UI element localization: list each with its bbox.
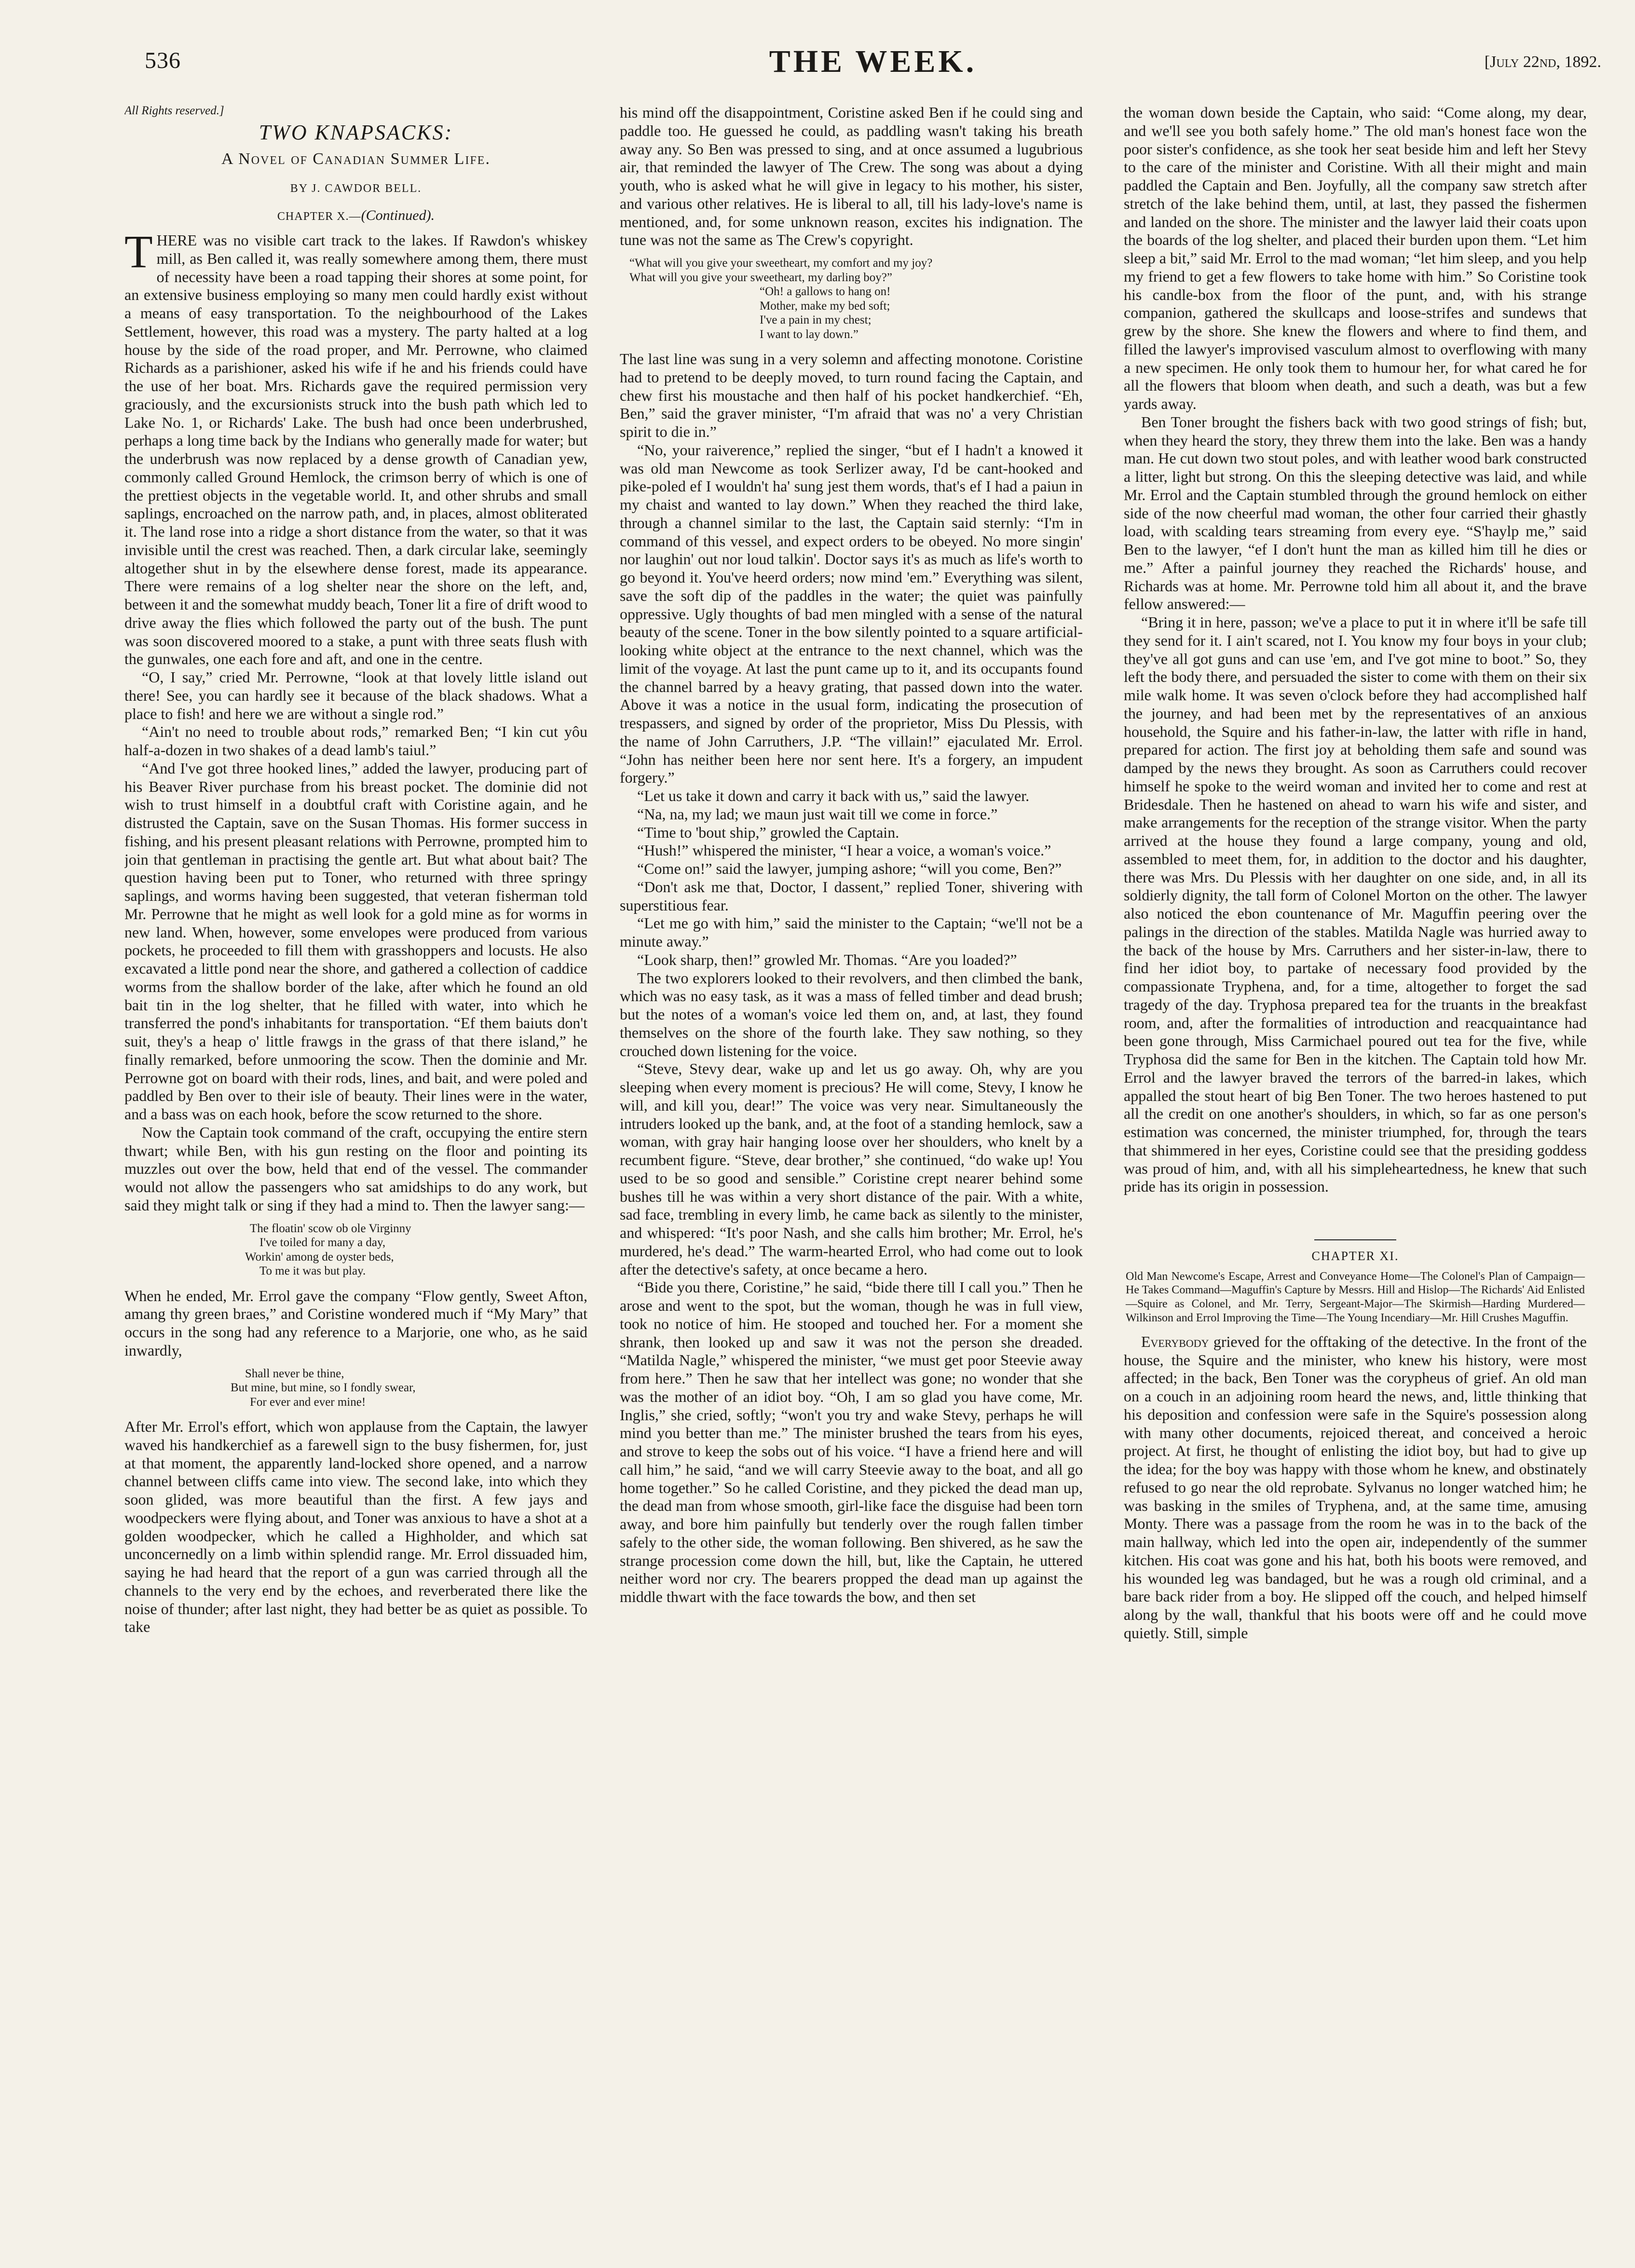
journal-title: THE WEEK. xyxy=(769,44,977,79)
verse-line: I want to lay down.” xyxy=(760,327,858,341)
chapter-label: CHAPTER X.— xyxy=(277,210,361,223)
verse-block xyxy=(620,256,1083,341)
paragraph: “Time to 'bout ship,” growled the Captain. xyxy=(637,823,899,841)
paragraph: “Don't ask me that, Doctor, I dassent,” replied Toner, shivering with superstitious fear. xyxy=(620,878,1083,914)
column-1 xyxy=(124,104,587,2245)
verse-line: To me it was but play. xyxy=(259,1264,366,1278)
paragraph: “Come on!” said the lawyer, jumping ashore; “will you come, Ben?” xyxy=(637,860,1062,877)
drop-cap: T xyxy=(124,226,153,278)
paragraph: “Let me go with him,” said the minister to the Captain; “we'll not be a minute away.” xyxy=(620,914,1083,950)
verse-line: What will you give your sweetheart, my darling boy?” xyxy=(629,271,892,284)
paragraph: The two explorers looked to their revolvers, and then climbed the bank, which was no easy task, as it was a mass of felled timber and dead brush; but the notes of a woman's voice led them on, and, at last, they found themselves on the shore of the fourth lake. They saw nothing, so they crouched down listening for the voice. xyxy=(620,969,1083,1059)
chapter-xi-heading: CHAPTER XI. xyxy=(1311,1249,1399,1263)
paragraph: “No, your raiverence,” replied the singer, “but ef I hadn't a knowed it was old man Newcome as took Serlizer away, I'd be cant-hooked and pike-poled ef I wouldn't ha' sung jest them words, that's ef I had a paiun in my chaist and wanted to lay down.” When they reached the third lake, through a channel similar to the last, the Captain said sternly: “I'm in command of this vessel, and expect orders to be obeyed. No more singin' nor laughin' out nor loud talkin'. Doctor says it's as much as life's worth to go beyond it. You've heerd orders; now mind 'em.” Everything was silent, save the soft dip of the paddles in the water; the quiet was painfully oppressive. Ugly thoughts of bad men mingled with a sense of the natural beauty of the scene. Toner in the bow silently pointed to a square artificial-looking white object at the entrance to the next channel, which was the limit of the voyage. At last the punt came up to it, and its occupants found the channel barred by a heavy grating, that passed down into the water. Above it was a notice in the usual form, indicating the prosecution of trespassers, and signed by order of the proprietor, Miss Du Plessis, with the name of John Carruthers, J.P. “The villain!” ejaculated Mr. Errol. “John has neither been here nor sent here. It's a forgery, an impudent forgery.” xyxy=(620,441,1083,787)
verse-line: Mother, make my bed soft; xyxy=(760,299,890,312)
paragraph: After Mr. Errol's effort, which won applause from the Captain, the lawyer waved his handkerchief as a farewell sign to the busy fishermen, for, just at that moment, the apparently land-locked shore opened, and a narrow channel between cliffs came into view. The second lake, into which they soon glided, was more beautiful than the first. A few jays and woodpeckers were flying about, and Toner was anxious to have a shot at a golden woodpecker, which he called a Highholder, and which sat unconcernedly on a limb within splendid range. Mr. Errol dissuaded him, saying he had heard that the report of a gun was carried through all the channels to the very end by the echoes, and reverberated there like the noise of thunder; after last night, they had better be as quiet as possible. To take xyxy=(124,1418,587,1636)
paragraph: “And I've got three hooked lines,” added the lawyer, producing part of his Beaver River purchase from his breast pocket. The dominie did not wish to trust himself in a doubtful craft with Coristine again, and he distrusted the Captain, save on the Susan Thomas. His former success in fishing, and his present pleasant relations with Perrowne, prompted him to join that gentleman in practising the gentle art. But what about bait? The question having been put to Toner, who returned with three springy saplings, and worms having been suggested, that veteran fisherman told Mr. Perrowne that he might as well look for a gold mine as for worms in new land. When, however, some envelopes were produced from various pockets, he proceeded to fill them with grasshoppers and locusts. He also excavated a little pond near the shore, and gathered a collection of caddice worms from the shallow border of the lake, after which he found an old bait tin in the log shelter, that he filled with water, into which he transferred the pond's inhabitants for transportation. “Ef them baiuts don't suit, they's a heap o' little frawgs in the grass of that there island,” he finally remarked, before unmooring the scow. Then the dominie and Mr. Perrowne got on board with their rods, lines, and bait, and were poled and paddled by Ben over to their isle of beauty. Their lines were in the water, and a bass was on each hook, before the scow returned to the shore. xyxy=(124,759,587,1123)
paragraph: Now the Captain took command of the craft, occupying the entire stern thwart; while Ben, with his gun resting on the floor and pointing its muzzles out over the bow, held that end of the vessel. The commander would not allow the passengers who sat amidships to do any work, but said they might talk or sing if they had a mind to. Then the lawyer sang:— xyxy=(124,1123,587,1214)
paragraph: “Let us take it down and carry it back with us,” said the lawyer. xyxy=(637,787,1030,804)
page-number: 536 xyxy=(145,48,181,73)
verse-line: The floatin' scow ob ole Virginny xyxy=(250,1222,411,1235)
chapter-divider xyxy=(1314,1239,1396,1240)
rights-notice: All Rights reserved.] xyxy=(124,104,224,117)
masthead xyxy=(145,44,1601,86)
paragraph: Ben Toner brought the fishers back with two good strings of fish; but, when they heard the story, they threw them into the lake. Ben was a handy man. He cut down two stout poles, and with leather wood bark constructed a litter, light but strong. On this the sleeping detective was laid, and while Mr. Errol and the Captain stumbled through the ground hemlock on either side of the now cheerful mad woman, the other four carried their ghastly load, with scalding tears streaming from every eye. “S'haylp me,” said Ben to the lawyer, “ef I don't hunt the man as killed him till he dies or me.” After a painful journey they reached the Richards' house, and Richards was at home. Mr. Perrowne told him all about it, and the brave fellow answered:— xyxy=(1124,413,1587,613)
paragraph: “Ain't no need to trouble about rods,” remarked Ben; “I kin cut yôu half-a-dozen in two shakes of a dead lamb's taiul.” xyxy=(124,723,587,759)
paragraph: “Look sharp, then!” growled Mr. Thomas. “Are you loaded?” xyxy=(637,951,1017,968)
chapter-xi-synopsis: Old Man Newcome's Escape, Arrest and Conveyance Home—The Colonel's Plan of Campaign—He Takes Command—Maguffin's Capture by Messrs. Hill and Hislop—The Richards' Aid Enlisted—Squire as Colonel, and Mr. Terry, Sergeant-Major—The Skirmish—Harding Murdered—Wilkinson and Errol Improving the Time—The Young Incendiary—Mr. Hill Crushes Maguffin. xyxy=(1126,1270,1585,1325)
chapter-continued: (Continued). xyxy=(361,207,435,223)
paragraph: “Hush!” whispered the minister, “I hear a voice, a woman's voice.” xyxy=(637,842,1051,859)
paragraph: his mind off the disappointment, Coristine asked Ben if he could sing and paddle too. He guessed he could, as paddling wasn't taking his breath away any. So Ben was pressed to sing, and at once assumed a lugubrious air, that reminded the lawyer of The Crew. The song was about a dying youth, who is asked what he will give in legacy to his mother, his sister, and various other relatives. He is liberal to all, till his lady-love's name is mentioned, and, for some unknown reason, excites his indignation. The tune was not the same as The Crew's copyright. xyxy=(620,104,1083,249)
paragraph: The last line was sung in a very solemn and affecting monotone. Coristine had to pretend to be deeply moved, to turn round facing the Captain, and chew first his moustache and then half of his pocket handkerchief. “Eh, Ben,” said the graver minister, “I'm afraid that was no' a very Christian spirit to die in.” xyxy=(620,350,1083,440)
verse-line: Shall never be thine, xyxy=(245,1367,344,1380)
verse-line: I've toiled for many a day, xyxy=(259,1236,386,1249)
paragraph: “Bring it in here, passon; we've a place to put it in where it'll be safe till they send for it. I ain't scared, not I. You know my four boys in your club; they've all got guns and can use 'em, and I've got mine to boot.” So, they left the body there, and persuaded the sister to come with them on their six mile walk home. It was seven o'clock before they had accomplished half the journey, and had been met by the representatives of an anxious household, the Squire and his father-in-law, the latter with rifle in hand, prepared for action. The first joy at beholding them safe and sound was damped by the news they brought. As soon as Carruthers could recover himself he spoke to the weird woman and invited her to come and rest at Bridesdale. Then he hastened on ahead to warn his wife and sister, and make arrangements for the reception of the strange visitor. When the party arrived at the house they found a large company, young and old, assembled to meet them, for, in addition to the doctor and his daughter, there was Mrs. Du Plessis with her daughter on one side, and, in all its soldierly dignity, the tall form of Colonel Morton on the other. The lawyer also noticed the ebon countenance of Mr. Maguffin peering over the palings in the direction of the stables. Matilda Nagle was hurried away to the back of the house by Mrs. Carruthers and her sister-in-law, there to find her idiot boy, to partake of necessary food provided by the compassionate Tryphena, and, for a time, altogether to forget the sad tragedy of the day. Tryphosa prepared tea for the truants in the breakfast room, and, after the formalities of introduction and reacquaintance had been gone through, Miss Carmichael poured out tea for the five, while Tryphosa did the same for Ben in the kitchen. The Captain told how Mr. Errol and the lawyer braved the terrors of the barred-in lakes, which appalled the stout heart of big Ben Toner. The two heroes hastened to put all the credit on one another's shoulders, in which, so far as one person's estimation was concerned, the minister triumphed, for, through the tears that shimmered in her eyes, Coristine could see that the presiding goddess was proud of him, and, with all his simpleheartedness, he knew that such pride has its origin in possession. xyxy=(1124,613,1587,1195)
lead-word: Everybody xyxy=(1141,1332,1209,1350)
verse-line: But mine, but mine, so I fondly swear, xyxy=(231,1381,416,1395)
verse-line: “Oh! a gallows to hang on! xyxy=(760,285,891,298)
verse-line: “What will you give your sweetheart, my comfort and my joy? xyxy=(629,257,933,270)
verse-line: I've a pain in my chest; xyxy=(760,313,872,326)
paragraph: the woman down beside the Captain, who said: “Come along, my dear, and we'll see you both safely home.” The old man's honest face won the poor sister's confidence, as she took her seat beside him and left her Stevy to the care of the minister and Coristine. With all their might and main paddled the Captain and Ben. Joyfully, all the company saw stretch after stretch of the lake behind them, until, at last, they passed the fishermen and landed on the shore. The minister and the lawyer laid their coats upon the boards of the log shelter, and placed their burden upon them. “Let him sleep a bit,” said Mr. Errol to the mad woman; “let him sleep, and you help my friend to get a few flowers to take home with him.” So Coristine took his candle-box from the floor of the punt, and, with his strange companion, gathered the skullcaps and loose-strifes and sundews that grew by the shore. She knew the flowers and where to find them, and filled the lawyer's improvised vasculum almost to overflowing with many a new specimen. He only took them to humour her, for what cared he for all the flowers that bloom when death, and such a death, was but a few yards away. xyxy=(1124,104,1587,412)
paragraph xyxy=(1124,1333,1587,1643)
paragraph: “Steve, Stevy dear, wake up and let us go away. Oh, why are you sleeping when every moment is precious? He will come, Stevy, I know he will, and kill you, dear!” The voice was very near. Simultaneously the intruders looked up the bank, and, at the foot of a standing hemlock, saw a woman, with gray hair hanging loose over her shoulders, who knelt by a recumbent figure. “Steve, dear brother,” she continued, “do wake up! You used to be so good and sensible.” Coristine crept nearer behind some bushes till he was within a very short distance of the pair. With a white, sad face, trembling in every limb, he came back as silently to the minister, and whispered: “It's poor Nash, and she calls him brother; Mr. Errol, he's murdered, he's dead.” The warm-hearted Errol, who had come out to look after the detective's safety, at once became a hero. xyxy=(620,1060,1083,1278)
column-3 xyxy=(1124,104,1587,2245)
paragraph-text: grieved for the offtaking of the detective. In the front of the house, the Squire and the minister, who knew his history, were most affected; in the back, Ben Toner was the corypheus of grief. An old man on a couch in an adjoining room heard the news, and, little thinking that his deposition and confession were safe in the Squire's possession along with many other documents, rejoiced thereat, and conceived a heroic project. At first, he thought of enlisting the idiot boy, but had to give up the idea; for the boy was happy with those whom he knew, and obstinately refused to go near the old reprobate. Sylvanus no longer watched him; he was basking in the smiles of Tryphena, and, at the same time, amusing Monty. There was a passage from the room he was in to the back of the main hallway, which led into the open air, independently of the summer kitchen. His coat was gone and his hat, both his boots were removed, and his wounded leg was bandaged, but he was a rough old criminal, and a bare back rider from a boy. He slipped off the couch, and helped himself along by the wall, thankful that his boots were off and he could move quietly. Still, simple xyxy=(1124,1332,1587,1642)
paragraph: “O, I say,” cried Mr. Perrowne, “look at that lovely little island out there! See, you can hardly see it because of the black shadows. What a place to fish! and here we are without a single rod.” xyxy=(124,668,587,722)
story-subtitle: A Novel of Canadian Summer Life. xyxy=(221,150,490,168)
verse-block xyxy=(124,1367,587,1410)
verse-block xyxy=(124,1222,587,1278)
paragraph: “Bide you there, Coristine,” he said, “bide there till I call you.” Then he arose and went to the spot, but the woman, though he was in full view, took no notice of him. He stooped and touched her. For a moment she shrank, then looked up and saw it was not the person she dreaded. “Matilda Nagle,” whispered the minister, “we must get poor Steevie away from here.” Then he saw that her intellect was gone; no wonder that she was the mother of an idiot boy. “Oh, I am so glad you have come, Mr. Inglis,” she cried, softly; “won't you try and wake Stevy, perhaps he will mind you better than me.” The minister brushed the tears from his eyes, and strove to keep the sobs out of his voice. “I have a friend here and will call him,” he said, “and we will carry Steevie away to the boat, and all go home together.” So he called Coristine, and they picked the dead man up, the dead man from whose smooth, girl-like face the disguise had been torn away, and bore him painfully but tenderly over the rough fallen timber safely to the other side, the woman following. Ben shivered, as he saw the strange procession come down the hill, but, like the Captain, he uttered neither word nor cry. The bearers propped the dead man up against the middle thwart with the face towards the bow, and then set xyxy=(620,1278,1083,1605)
verse-line: For ever and ever mine! xyxy=(250,1395,366,1409)
paragraph xyxy=(124,226,587,668)
chapter-heading xyxy=(124,207,587,224)
byline: BY J. CAWDOR BELL. xyxy=(290,182,422,195)
paragraph-text: HERE was no visible cart track to the lakes. If Rawdon's whiskey mill, as Ben called it, was really somewhere among them, there must of necessity have been a road tapping their shores at some point, for an extensive business employing so many men could hardly exist without a means of easy transportation. To the neighbourhood of the Lakes Settlement, however, this road was a mystery. The party halted at a log house by the side of the road proper, and Mr. Perrowne, who claimed Richards as a parishioner, asked his wife if he and his friends could have the use of her boat. Mrs. Richards gave the required permission very graciously, and the excursionists struck into the bush path which led to Lake No. 1, or Richards' Lake. The bush had once been underbrushed, perhaps a long time back by the Indians who generally made for water; but the underbrush was now replaced by a dense growth of Canadian yew, commonly called Ground Hemlock, the crimson berry of which is one of the prettiest objects in the vegetable world. It, and other shrubs and small saplings, encroached on the narrow path, and, in places, almost obliterated it. The land rose into a ridge a short distance from the water, so that it was invisible until the crest was reached. Then, a dark circular lake, seemingly altogether shut in by the elsewhere dense forest, made its appearance. There were remains of a log shelter near the shore on the left, and, between it and the somewhat muddy beach, Toner lit a fire of drift wood to drive away the flies which followed the party out of the bush. The punt was soon discovered moored to a stake, a punt with three seats flush with the gunwales, one each fore and aft, and one in the centre. xyxy=(124,231,587,668)
paragraph: When he ended, Mr. Errol gave the company “Flow gently, Sweet Afton, amang thy green braes,” and Coristine wondered much if “My Mary” that occurs in the song had any reference to a Marjorie, one who, as he said inwardly, xyxy=(124,1287,587,1359)
issue-date: [July 22nd, 1892. xyxy=(1484,53,1601,71)
verse-line: Workin' among de oyster beds, xyxy=(245,1250,394,1263)
paragraph: “Na, na, my lad; we maun just wait till we come in force.” xyxy=(637,805,998,823)
story-title: TWO KNAPSACKS: xyxy=(259,120,453,144)
column-2 xyxy=(620,104,1083,2245)
